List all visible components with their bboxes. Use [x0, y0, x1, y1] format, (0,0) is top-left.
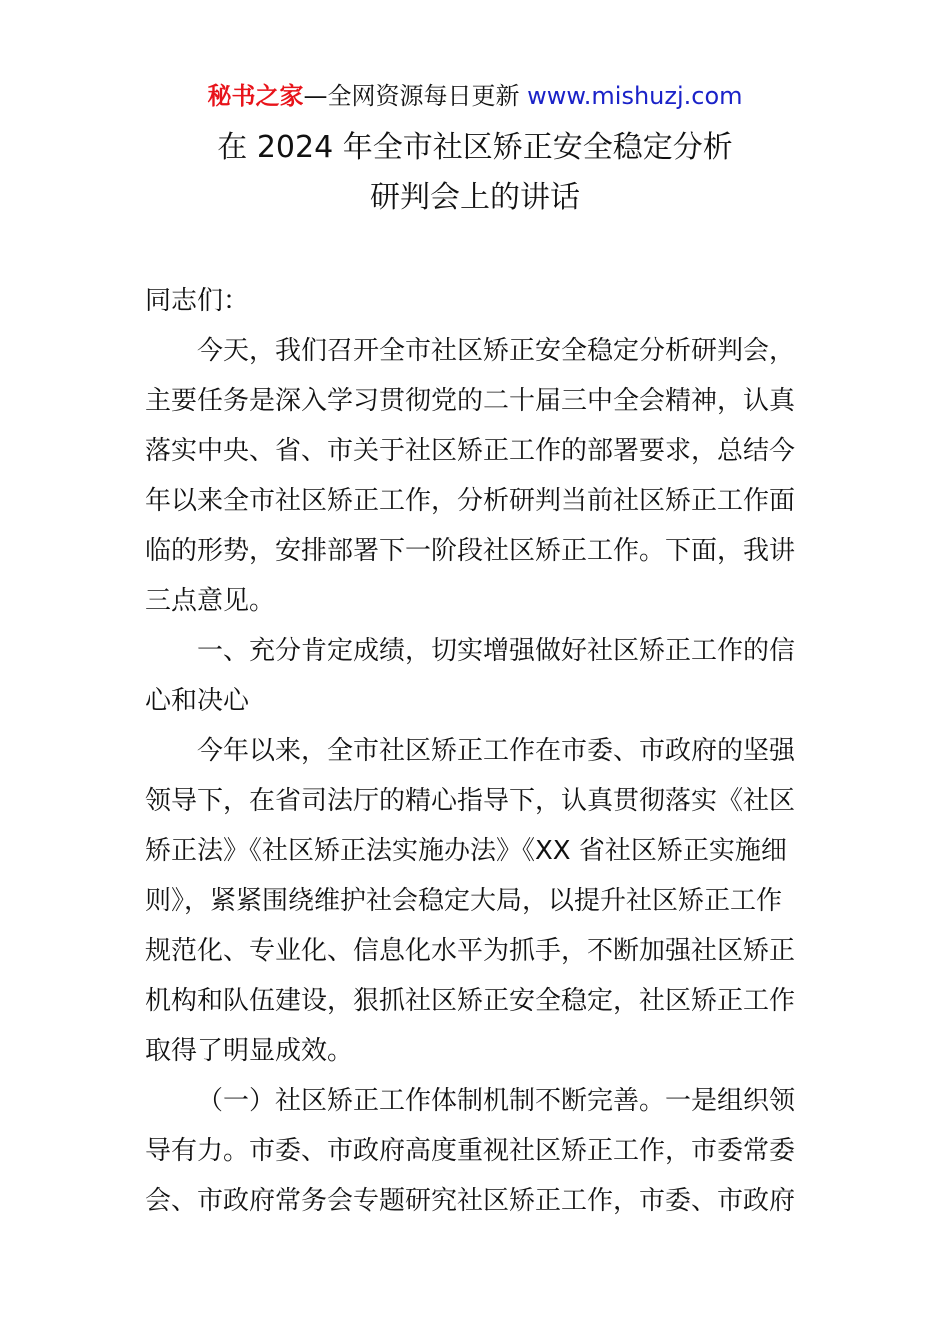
paragraph-line: 主要任务是深入学习贯彻党的二十届三中全会精神，认真	[145, 386, 796, 416]
header-tagline: —全网资源每日更新	[303, 82, 528, 110]
document-body	[145, 276, 811, 1226]
subsection-line: （一）社区矫正工作体制机制不断完善。一是组织领	[197, 1086, 796, 1116]
document-title-line-1: 在 2024 年全市社区矫正安全稳定分析	[217, 130, 733, 165]
paragraph-line: 今年以来，全市社区矫正工作在市委、市政府的坚强	[197, 736, 796, 766]
paragraph-line: 则》，紧紧围绕维护社会稳定大局，以提升社区矫正工作	[145, 886, 783, 916]
paragraph-line: 领导下，在省司法厅的精心指导下，认真贯彻落实《社区	[145, 786, 796, 816]
salutation: 同志们：	[145, 286, 250, 316]
paragraph-line: 三点意见。	[145, 586, 276, 616]
brand-name: 秘书之家	[207, 82, 304, 110]
paragraph-line: 落实中央、省、市关于社区矫正工作的部署要求，总结今	[145, 436, 796, 466]
document-title-line-2: 研判会上的讲话	[370, 180, 580, 215]
paragraph-line: 矫正法》《社区矫正法实施办法》《XX 省社区矫正实施细	[145, 836, 787, 866]
paragraph-line: 会、市政府常务会专题研究社区矫正工作，市委、市政府	[145, 1186, 796, 1216]
section-heading-line: 心和决心	[145, 686, 250, 716]
paragraph-line: 机构和队伍建设，狠抓社区矫正安全稳定，社区矫正工作	[145, 986, 796, 1016]
section-heading-line: 一、充分肯定成绩，切实增强做好社区矫正工作的信	[197, 636, 796, 666]
paragraph-line: 导有力。市委、市政府高度重视社区矫正工作，市委常委	[145, 1136, 796, 1166]
paragraph-line: 取得了明显成效。	[145, 1036, 354, 1066]
site-url-link[interactable]: www.mishuzj.com	[527, 82, 743, 110]
paragraph-line: 今天，我们召开全市社区矫正安全稳定分析研判会，	[197, 336, 796, 366]
paragraph-line: 规范化、专业化、信息化水平为抓手，不断加强社区矫正	[145, 936, 796, 966]
paragraph-line: 年以来全市社区矫正工作，分析研判当前社区矫正工作面	[145, 486, 796, 516]
paragraph-line: 临的形势，安排部署下一阶段社区矫正工作。下面，我讲	[145, 536, 796, 566]
site-header	[0, 80, 950, 112]
